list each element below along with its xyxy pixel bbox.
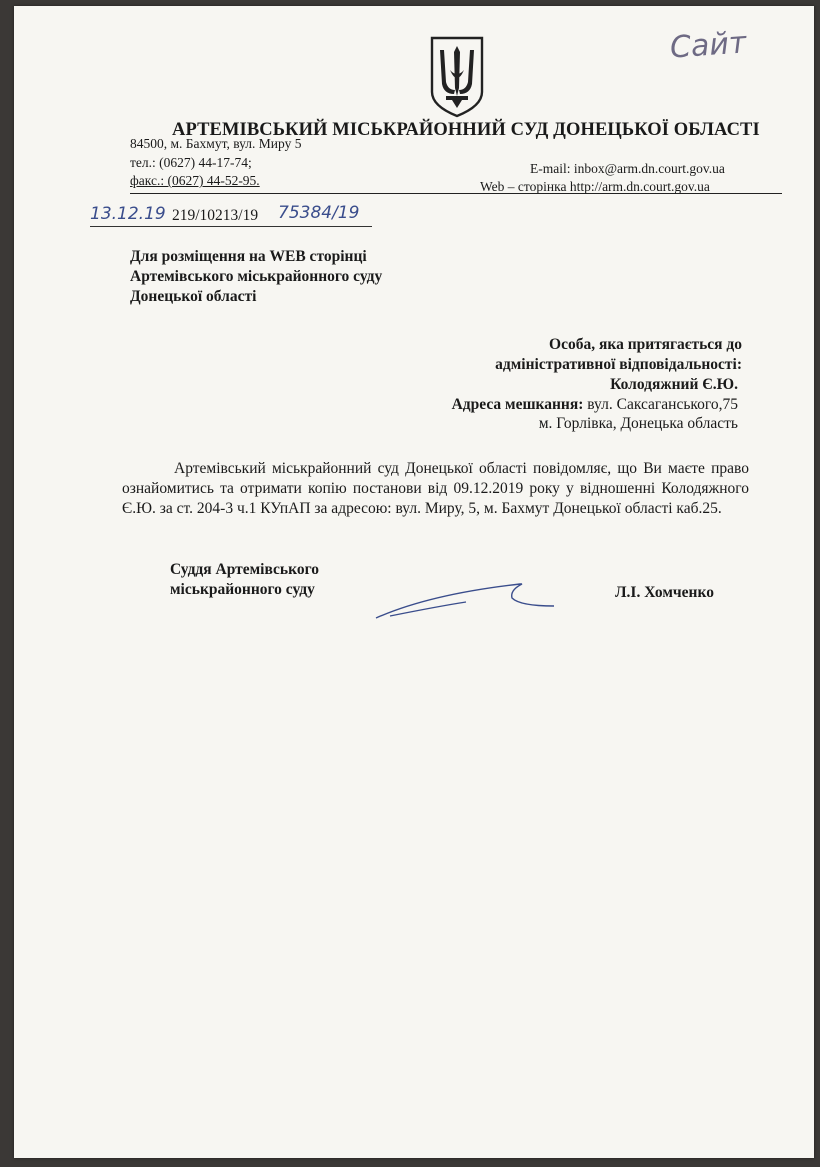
recipient-line-1: Особа, яка притягається до [549, 336, 742, 353]
court-email: E-mail: inbox@arm.dn.court.gov.ua [530, 161, 725, 176]
address-street: вул. Саксаганського,75 [583, 396, 738, 413]
recipient-name: Колодяжний Є.Ю. [610, 376, 738, 393]
recipient-address [452, 396, 738, 414]
recipient-line-2: адміністративної відповідальності: [495, 356, 742, 373]
court-fax: факс.: (0627) 44-52-95. [130, 173, 260, 188]
court-web: Web – сторінка http://arm.dn.court.gov.ua [480, 179, 710, 194]
signature-title-line-2: міськрайонного суду [170, 581, 315, 598]
signature-title-line-1: Суддя Артемівського [170, 561, 320, 578]
judge-name: Л.І. Хомченко [615, 584, 714, 601]
notice-body [122, 459, 749, 519]
handwritten-signature [370, 572, 570, 632]
address-label: Адреса мешкання: [451, 396, 584, 413]
addressee-line-3: Донецької області [130, 288, 257, 305]
document-page [14, 6, 814, 1158]
notice-paragraph: Артемівський міськрайонний суд Донецької області повідомляє, що Ви маєте право ознайомитись та отримати копію постанови від 09.12.2019 року у відношенні Колодяжного Є.Ю. за ст. 204-3 ч.1 КУпАП за адресою: вул. Миру, 5, м. Бахмут Донецької області каб.25. [122, 460, 749, 517]
registration-underline [90, 226, 372, 227]
court-name: АРТЕМІВСЬКИЙ МІСЬКРАЙОННИЙ СУД ДОНЕЦЬКОЇ ОБЛАСТІ [172, 120, 760, 140]
coat-of-arms-trident [428, 34, 486, 118]
addressee-line-2: Артемівського міськрайонного суду [130, 268, 383, 285]
handwritten-outgoing-number: 75384/19 [278, 203, 360, 223]
recipient-city: м. Горлівка, Донецька область [538, 415, 738, 432]
case-number: 219/10213/19 [172, 207, 259, 224]
court-phone: тел.: (0627) 44-17-74; [130, 155, 252, 170]
header-divider [130, 193, 782, 194]
handwritten-stamp: Сайт [668, 25, 748, 66]
court-address: 84500, м. Бахмут, вул. Миру 5 [130, 136, 302, 151]
addressee-line-1: Для розміщення на WEB сторінці [130, 248, 367, 265]
handwritten-date: 13.12.19 [90, 204, 166, 224]
